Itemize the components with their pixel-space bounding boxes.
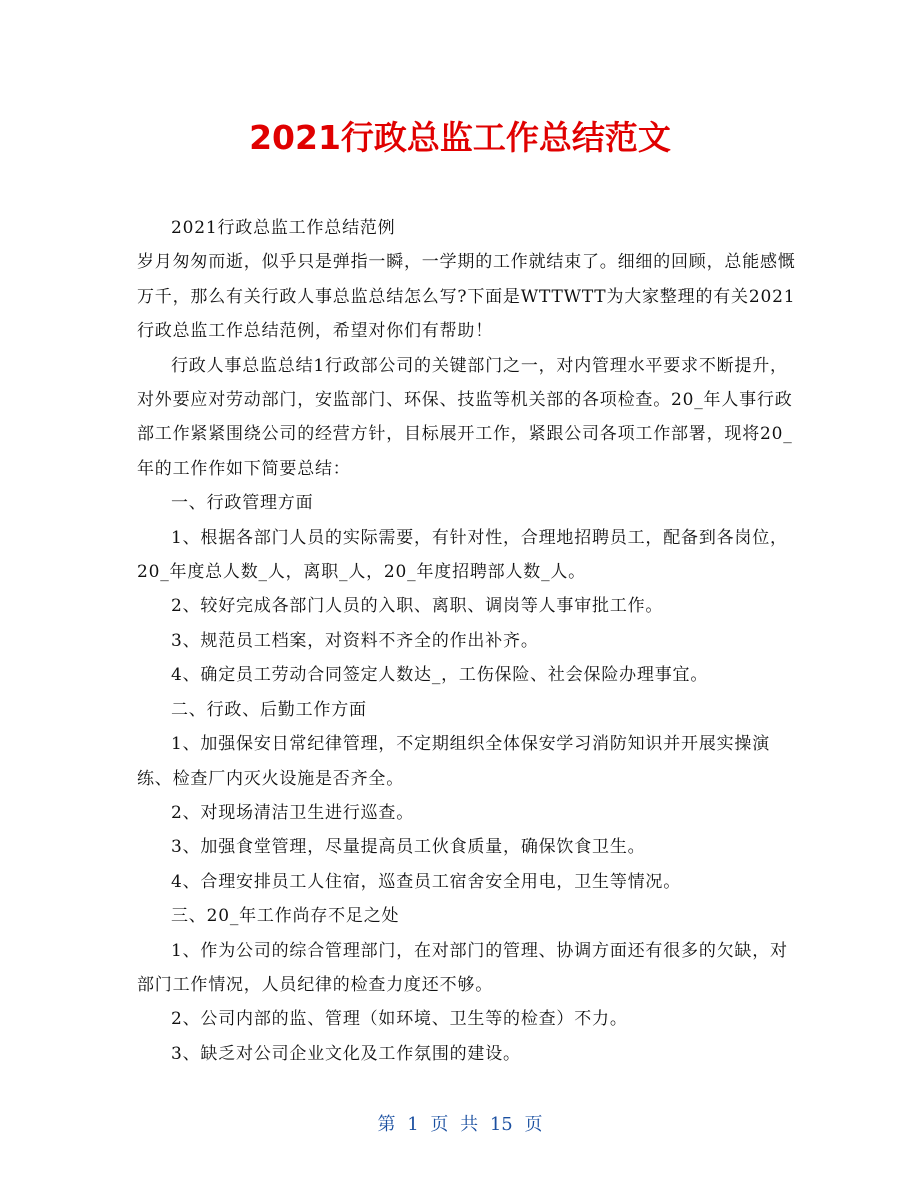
list-item: 3、规范员工档案，对资料不齐全的作出补齐。: [171, 630, 539, 651]
list-item: 1、作为公司的综合管理部门，在对部门的管理、协调方面还有很多的欠缺，对部门工作情况，人员纪律的检查力度还不够。: [137, 940, 788, 995]
paragraph: 2021行政总监工作总结范例: [171, 218, 396, 238]
list-item: 1、根据各部门人员的实际需要，有针对性，合理地招聘员工，配备到各岗位，20_年度总人数_人，离职_人，20_年度招聘部人数_人。: [137, 527, 788, 583]
page-title: 2021行政总监工作总结范文: [249, 118, 671, 157]
list-item: 4、确定员工劳动合同签定人数达_，工伤保险、社会保险办理事宜。: [171, 665, 709, 686]
paragraph: 行政人事总监总结1行政部公司的关键部门之一，对内管理水平要求不断提升，对外要应对劳动部门，安监部门、环保、技监等机关部的各项检查。20_年人事行政部工作紧紧围绕公司的经营方针，目标展开工作，紧跟公司各项工作部署，现将20_年的工作作如下简要总结：: [137, 355, 793, 479]
list-item: 4、合理安排员工人住宿，巡查员工宿舍安全用电，卫生等情况。: [171, 871, 682, 892]
document-body: [137, 211, 797, 1071]
section-heading: 三、20_年工作尚存不足之处: [171, 906, 400, 927]
paragraph: 岁月匆匆而逝，似乎只是弹指一瞬，一学期的工作就结束了。细细的回顾，总能感慨万千，那么有关行政人事总监总结怎么写?下面是WTTWTT为大家整理的有关2021行政总监工作总结范例，希望对你们有帮助！: [137, 252, 796, 342]
page-number-footer: 第 1 页 共 15 页: [377, 1114, 543, 1135]
list-item: 3、缺乏对公司企业文化及工作氛围的建设。: [171, 1043, 521, 1064]
section-heading: 二、行政、后勤工作方面: [171, 699, 367, 720]
list-item: 2、对现场清洁卫生进行巡查。: [171, 802, 415, 823]
list-item: 2、公司内部的监、管理（如环境、卫生等的检查）不力。: [171, 1009, 628, 1030]
list-item: 2、较好完成各部门人员的入职、离职、调岗等人事审批工作。: [171, 596, 664, 617]
list-item: 1、加强保安日常纪律管理，不定期组织全体保安学习消防知识并开展实操演练、检查厂内灭火设施是否齐全。: [137, 734, 771, 789]
list-item: 3、加强食堂管理，尽量提高员工伙食质量，确保饮食卫生。: [171, 837, 646, 858]
section-heading: 一、行政管理方面: [171, 493, 314, 514]
